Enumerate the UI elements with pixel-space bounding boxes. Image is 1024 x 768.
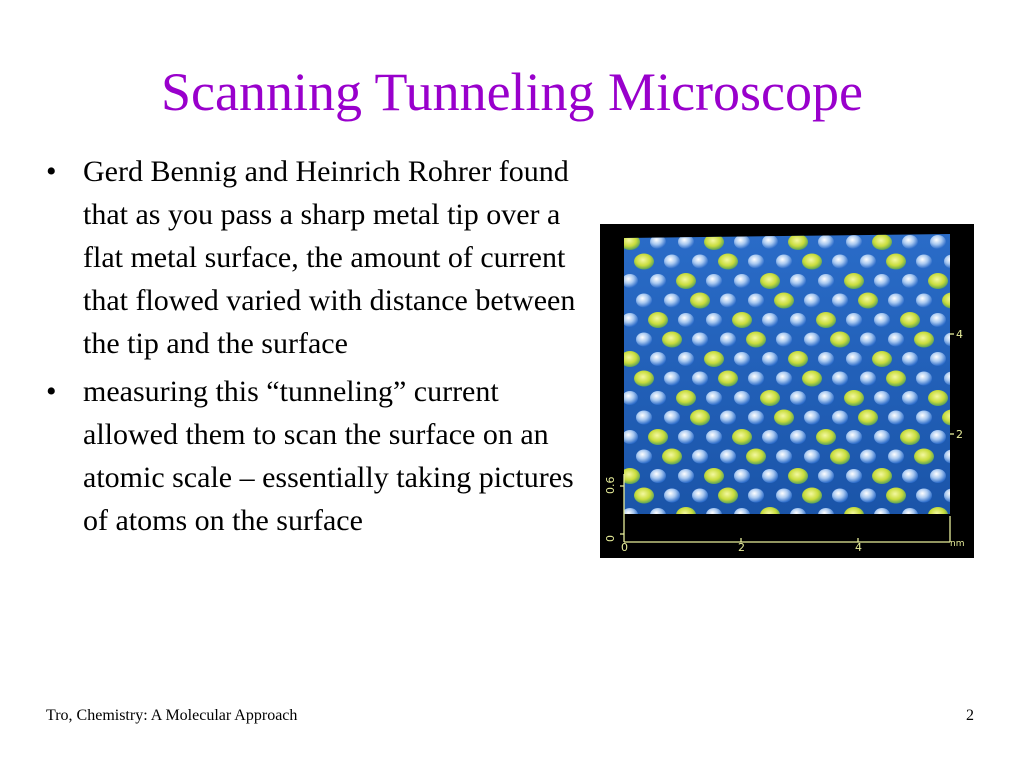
- atom: [692, 450, 708, 464]
- atom: [776, 450, 792, 464]
- atom: [706, 391, 722, 405]
- y-tick-label: 2: [956, 428, 963, 441]
- atom-bright: [620, 351, 640, 367]
- atom-bright: [900, 429, 920, 445]
- atom-bright: [704, 351, 724, 367]
- atom: [930, 469, 946, 483]
- atom: [636, 294, 652, 308]
- atom: [902, 274, 918, 288]
- atom: [636, 450, 652, 464]
- atom-bright: [676, 507, 696, 523]
- atom: [944, 489, 960, 503]
- atom: [734, 352, 750, 366]
- bullet-text: Gerd Bennig and Heinrich Rohrer found that as you pass a sharp metal tip over a flat metal surface, the amount of current that flowed varied with distance between the tip and the surface: [83, 155, 576, 360]
- atom-bright: [760, 507, 780, 523]
- atom-bright: [704, 468, 724, 484]
- atom: [860, 255, 876, 269]
- atom: [818, 391, 834, 405]
- atom-bright: [816, 312, 836, 328]
- atom: [818, 235, 834, 249]
- atom: [902, 352, 918, 366]
- atom: [832, 489, 848, 503]
- stm-surface-image: [600, 224, 974, 558]
- bullet-icon: •: [46, 375, 57, 408]
- atom: [762, 235, 778, 249]
- atom: [916, 372, 932, 386]
- atom: [874, 274, 890, 288]
- atom-bright: [788, 351, 808, 367]
- atom-bright: [928, 273, 948, 289]
- atom: [622, 430, 638, 444]
- atom: [776, 489, 792, 503]
- atom: [776, 255, 792, 269]
- atom-bright: [746, 332, 766, 348]
- stm-image: [600, 224, 974, 558]
- slide-title: Scanning Tunneling Microscope: [161, 62, 863, 122]
- atom-bright: [872, 468, 892, 484]
- atom: [622, 313, 638, 327]
- bullet-item: [46, 150, 586, 365]
- atom: [748, 255, 764, 269]
- atom-bright: [662, 449, 682, 465]
- page-number: 2: [966, 707, 974, 724]
- atom: [902, 508, 918, 522]
- atom: [874, 313, 890, 327]
- atom: [832, 372, 848, 386]
- z-tick-label: 0.6: [604, 476, 617, 494]
- atom-bright: [844, 273, 864, 289]
- atom-bright: [620, 234, 640, 250]
- atom: [734, 274, 750, 288]
- atom: [720, 294, 736, 308]
- atom: [734, 235, 750, 249]
- atom: [664, 489, 680, 503]
- atom-bright: [648, 312, 668, 328]
- y-tick-label: 4: [956, 328, 963, 341]
- atom: [846, 352, 862, 366]
- atom: [860, 450, 876, 464]
- z-tick-label: 0: [604, 535, 617, 542]
- atom-bright: [788, 234, 808, 250]
- bullet-text: measuring this “tunneling” current allowed them to scan the surface on an atomic scale – essentially taking pictures of atoms on the surface: [83, 375, 574, 537]
- atom-bright: [928, 507, 948, 523]
- atom-bright: [802, 254, 822, 270]
- atom: [776, 333, 792, 347]
- atom-bright: [872, 351, 892, 367]
- atom: [916, 489, 932, 503]
- atom: [762, 469, 778, 483]
- atom: [622, 391, 638, 405]
- x-tick-label: 2: [738, 541, 745, 554]
- atom-bright: [718, 254, 738, 270]
- atom: [902, 235, 918, 249]
- atom: [860, 489, 876, 503]
- atom: [832, 294, 848, 308]
- atom: [678, 430, 694, 444]
- atom-bright: [634, 254, 654, 270]
- atom-bright: [928, 390, 948, 406]
- atom: [650, 469, 666, 483]
- atom-bright: [788, 468, 808, 484]
- bullet-icon: •: [46, 155, 57, 188]
- atom: [860, 333, 876, 347]
- atom-bright: [662, 332, 682, 348]
- atom: [930, 235, 946, 249]
- atom: [902, 391, 918, 405]
- atom: [706, 508, 722, 522]
- atom: [734, 391, 750, 405]
- atom: [916, 255, 932, 269]
- atom: [650, 391, 666, 405]
- atom-bright: [914, 332, 934, 348]
- atom: [692, 372, 708, 386]
- atom-bright: [746, 449, 766, 465]
- atom: [706, 313, 722, 327]
- atom-bright: [676, 273, 696, 289]
- atom-bright: [704, 234, 724, 250]
- atom-bright: [718, 488, 738, 504]
- atom: [636, 333, 652, 347]
- atom: [748, 489, 764, 503]
- atom-bright: [732, 429, 752, 445]
- atom-bright: [774, 410, 794, 426]
- atom: [650, 235, 666, 249]
- atom: [818, 352, 834, 366]
- atom-bright: [886, 488, 906, 504]
- atom: [650, 352, 666, 366]
- atom: [748, 372, 764, 386]
- atom-bright: [844, 507, 864, 523]
- atom: [902, 469, 918, 483]
- atom: [622, 274, 638, 288]
- atom: [846, 430, 862, 444]
- atom: [692, 333, 708, 347]
- atom: [888, 333, 904, 347]
- bullet-item: [46, 370, 586, 542]
- atom: [706, 430, 722, 444]
- atom: [664, 255, 680, 269]
- atom-bright: [914, 449, 934, 465]
- atom-bright: [774, 293, 794, 309]
- atom: [664, 372, 680, 386]
- atom-bright: [942, 410, 962, 426]
- atom: [706, 274, 722, 288]
- atom: [790, 274, 806, 288]
- atom: [692, 255, 708, 269]
- atom: [664, 411, 680, 425]
- atom: [692, 489, 708, 503]
- atom: [930, 430, 946, 444]
- atom: [916, 411, 932, 425]
- atom-bright: [816, 429, 836, 445]
- atom: [874, 391, 890, 405]
- atom: [860, 372, 876, 386]
- atom-bright: [676, 390, 696, 406]
- atom: [650, 274, 666, 288]
- atom: [748, 294, 764, 308]
- atom: [888, 411, 904, 425]
- atom: [762, 430, 778, 444]
- atom: [944, 372, 960, 386]
- atom: [678, 235, 694, 249]
- atom: [818, 274, 834, 288]
- atom: [874, 430, 890, 444]
- x-tick-label: 0: [621, 541, 628, 554]
- atom-bright: [732, 312, 752, 328]
- atom: [664, 294, 680, 308]
- atom-bright: [690, 410, 710, 426]
- atom: [804, 411, 820, 425]
- atom-bright: [802, 488, 822, 504]
- atom: [720, 450, 736, 464]
- atom-bright: [886, 371, 906, 387]
- atom: [678, 469, 694, 483]
- atom: [678, 313, 694, 327]
- atom-bright: [760, 273, 780, 289]
- atom-bright: [760, 390, 780, 406]
- footer-source: Tro, Chemistry: A Molecular Approach: [46, 707, 298, 724]
- atom: [930, 352, 946, 366]
- atom: [832, 411, 848, 425]
- atom-bright: [844, 390, 864, 406]
- atom-bright: [718, 371, 738, 387]
- atom-bright: [858, 410, 878, 426]
- atom: [636, 411, 652, 425]
- atom: [846, 235, 862, 249]
- atom: [804, 294, 820, 308]
- atom: [790, 313, 806, 327]
- atom: [832, 255, 848, 269]
- atom: [678, 352, 694, 366]
- x-unit-label: nm: [950, 539, 965, 549]
- atom-bright: [900, 312, 920, 328]
- atom: [874, 508, 890, 522]
- atom-bright: [690, 293, 710, 309]
- atom: [790, 508, 806, 522]
- atom-bright: [634, 488, 654, 504]
- atom-bright: [942, 293, 962, 309]
- atom: [720, 333, 736, 347]
- atom: [846, 469, 862, 483]
- atom: [734, 469, 750, 483]
- atom: [748, 411, 764, 425]
- atom: [650, 508, 666, 522]
- atom: [790, 430, 806, 444]
- atom: [846, 313, 862, 327]
- atom: [804, 333, 820, 347]
- atom-bright: [858, 293, 878, 309]
- atom: [776, 372, 792, 386]
- atom: [916, 294, 932, 308]
- atom-bright: [802, 371, 822, 387]
- atom: [762, 352, 778, 366]
- atom: [804, 450, 820, 464]
- atom: [720, 411, 736, 425]
- atom-bright: [648, 429, 668, 445]
- atom-bright: [830, 449, 850, 465]
- atom: [888, 294, 904, 308]
- atom-bright: [886, 254, 906, 270]
- atom-bright: [620, 468, 640, 484]
- atom: [944, 255, 960, 269]
- atom: [944, 450, 960, 464]
- atom: [888, 450, 904, 464]
- atom: [818, 469, 834, 483]
- atom: [734, 508, 750, 522]
- atom-bright: [634, 371, 654, 387]
- atom: [818, 508, 834, 522]
- x-tick-label: 4: [855, 541, 862, 554]
- atom-bright: [830, 332, 850, 348]
- bullet-list: [46, 150, 586, 547]
- atom: [790, 391, 806, 405]
- atom: [930, 313, 946, 327]
- atom: [762, 313, 778, 327]
- atom-bright: [872, 234, 892, 250]
